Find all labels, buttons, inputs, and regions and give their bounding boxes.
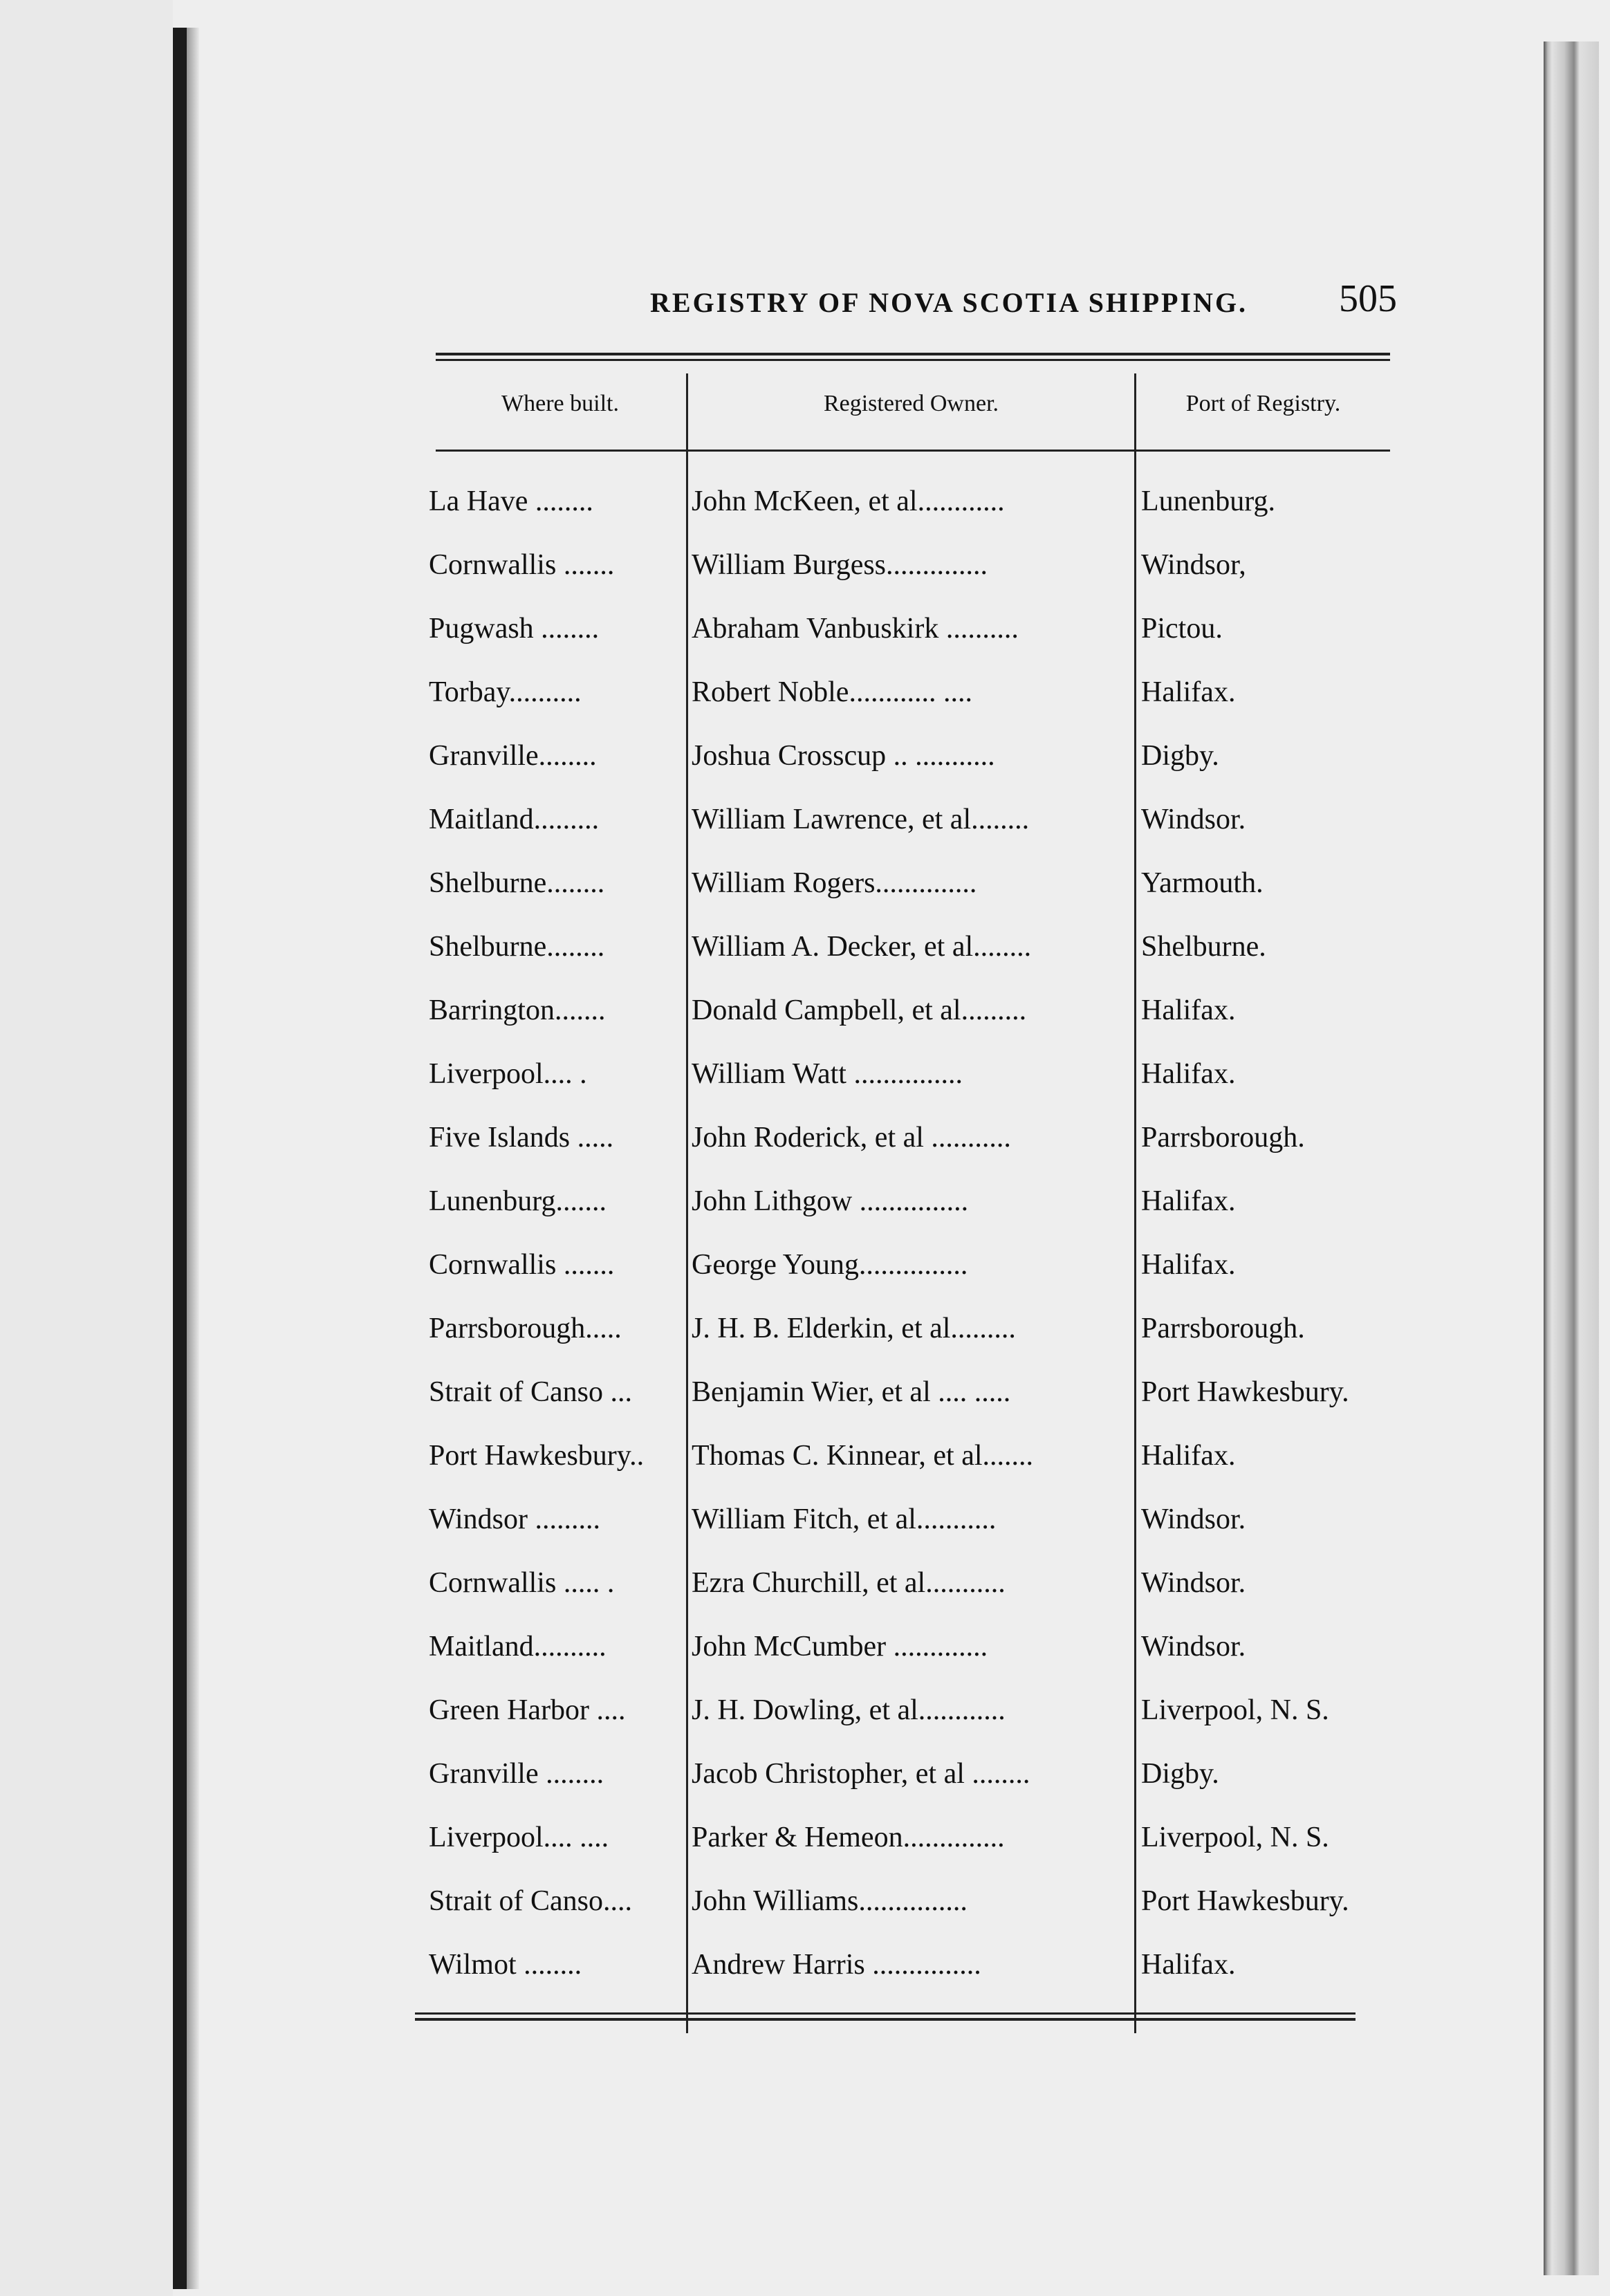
- table-row: [415, 1237, 1390, 1293]
- cell-where-built: Lunenburg.......: [429, 1185, 607, 1217]
- page-number: 505: [1339, 277, 1397, 320]
- cell-registered-owner: J. H. Dowling, et al............: [692, 1694, 1006, 1726]
- cell-where-built: Strait of Canso....: [429, 1885, 632, 1917]
- cell-where-built: Granville ........: [429, 1758, 604, 1790]
- cell-registered-owner: John Roderick, et al ...........: [692, 1122, 1011, 1154]
- table-row: [415, 855, 1390, 911]
- cell-port-of-registry: Halifax.: [1141, 1440, 1236, 1472]
- facing-page-edge: [0, 0, 173, 2296]
- cell-port-of-registry: Parrsborough.: [1141, 1122, 1305, 1154]
- table-top-rule: [436, 353, 1390, 361]
- cell-port-of-registry: Halifax.: [1141, 1949, 1236, 1981]
- cell-where-built: Green Harbor ....: [429, 1694, 626, 1726]
- running-title: REGISTRY OF NOVA SCOTIA SHIPPING.: [650, 287, 1248, 318]
- table-row: [415, 1810, 1390, 1865]
- cell-where-built: Torbay..........: [429, 676, 582, 708]
- cell-registered-owner: William Lawrence, et al........: [692, 804, 1030, 835]
- cell-registered-owner: Robert Noble............ ....: [692, 676, 972, 708]
- cell-port-of-registry: Windsor.: [1141, 1631, 1246, 1663]
- cell-registered-owner: Benjamin Wier, et al .... .....: [692, 1376, 1011, 1408]
- cell-port-of-registry: Halifax.: [1141, 676, 1236, 708]
- cell-where-built: Port Hawkesbury..: [429, 1440, 645, 1472]
- table-row: [415, 1937, 1390, 1992]
- cell-registered-owner: John Lithgow ...............: [692, 1185, 969, 1217]
- cell-registered-owner: William Watt ...............: [692, 1058, 963, 1090]
- cell-registered-owner: Joshua Crosscup .. ...........: [692, 740, 995, 772]
- column-header-where-built: Where built.: [501, 391, 619, 416]
- cell-port-of-registry: Yarmouth.: [1141, 867, 1264, 899]
- table-row: [415, 537, 1390, 593]
- cell-where-built: Liverpool.... .: [429, 1058, 587, 1090]
- cell-port-of-registry: Liverpool, N. S.: [1141, 1694, 1329, 1726]
- gutter-shadow: [187, 28, 199, 2289]
- registry-table: [415, 353, 1390, 2040]
- cell-where-built: Parrsborough.....: [429, 1313, 622, 1344]
- cell-port-of-registry: Parrsborough.: [1141, 1313, 1305, 1344]
- cell-registered-owner: George Young...............: [692, 1249, 968, 1281]
- book-gutter: [173, 28, 187, 2289]
- cell-port-of-registry: Windsor.: [1141, 1503, 1246, 1535]
- cell-registered-owner: Thomas C. Kinnear, et al.......: [692, 1440, 1034, 1472]
- table-row: [415, 665, 1390, 720]
- cell-where-built: Maitland.........: [429, 804, 600, 835]
- cell-where-built: Barrington.......: [429, 994, 606, 1026]
- table-row: [415, 1428, 1390, 1483]
- cell-port-of-registry: Pictou.: [1141, 613, 1223, 645]
- table-row: [415, 1492, 1390, 1547]
- cell-registered-owner: Jacob Christopher, et al ........: [692, 1758, 1030, 1790]
- table-row: [415, 1046, 1390, 1102]
- column-header-registered-owner: Registered Owner.: [823, 391, 999, 416]
- cell-port-of-registry: Digby.: [1141, 740, 1219, 772]
- table-row: [415, 728, 1390, 784]
- table-row: [415, 1174, 1390, 1229]
- cell-where-built: Shelburne........: [429, 931, 605, 963]
- cell-registered-owner: Andrew Harris ...............: [692, 1949, 981, 1981]
- table-row: [415, 474, 1390, 529]
- cell-registered-owner: Abraham Vanbuskirk ..........: [692, 613, 1019, 645]
- cell-registered-owner: William Rogers..............: [692, 867, 977, 899]
- table-row: [415, 1301, 1390, 1356]
- cell-port-of-registry: Liverpool, N. S.: [1141, 1822, 1329, 1853]
- cell-port-of-registry: Windsor.: [1141, 1567, 1246, 1599]
- cell-port-of-registry: Halifax.: [1141, 1058, 1236, 1090]
- cell-port-of-registry: Halifax.: [1141, 994, 1236, 1026]
- cell-registered-owner: John McKeen, et al............: [692, 485, 1005, 517]
- cell-where-built: Strait of Canso ...: [429, 1376, 632, 1408]
- cell-where-built: Liverpool.... ....: [429, 1822, 609, 1853]
- cell-where-built: Shelburne........: [429, 867, 605, 899]
- table-row: [415, 919, 1390, 974]
- column-header-port-of-registry: Port of Registry.: [1185, 391, 1341, 416]
- page-header: [429, 277, 1397, 332]
- cell-registered-owner: J. H. B. Elderkin, et al.........: [692, 1313, 1016, 1344]
- table-row: [415, 1873, 1390, 1929]
- cell-port-of-registry: Windsor.: [1141, 804, 1246, 835]
- cell-port-of-registry: Lunenburg.: [1141, 485, 1276, 517]
- page-edge-stack: [1544, 41, 1599, 2275]
- table-row: [415, 1619, 1390, 1674]
- cell-port-of-registry: Digby.: [1141, 1758, 1219, 1790]
- cell-port-of-registry: Halifax.: [1141, 1185, 1236, 1217]
- cell-registered-owner: William Burgess..............: [692, 549, 988, 581]
- table-bottom-rule: [415, 2012, 1355, 2021]
- table-row: [415, 1364, 1390, 1420]
- cell-port-of-registry: Port Hawkesbury.: [1141, 1376, 1349, 1408]
- cell-registered-owner: Donald Campbell, et al.........: [692, 994, 1027, 1026]
- cell-registered-owner: John McCumber .............: [692, 1631, 988, 1663]
- table-row: [415, 1110, 1390, 1165]
- cell-registered-owner: William A. Decker, et al........: [692, 931, 1032, 963]
- header-rule: [436, 450, 1390, 452]
- cell-where-built: Cornwallis .......: [429, 549, 615, 581]
- cell-registered-owner: John Williams...............: [692, 1885, 968, 1917]
- cell-where-built: Cornwallis ..... .: [429, 1567, 615, 1599]
- cell-port-of-registry: Halifax.: [1141, 1249, 1236, 1281]
- table-row: [415, 1746, 1390, 1802]
- cell-where-built: Five Islands .....: [429, 1122, 614, 1154]
- cell-port-of-registry: Shelburne.: [1141, 931, 1266, 963]
- cell-where-built: La Have ........: [429, 485, 593, 517]
- cell-registered-owner: Parker & Hemeon..............: [692, 1822, 1005, 1853]
- cell-registered-owner: Ezra Churchill, et al...........: [692, 1567, 1006, 1599]
- table-row: [415, 1683, 1390, 1738]
- cell-where-built: Windsor .........: [429, 1503, 600, 1535]
- cell-port-of-registry: Windsor,: [1141, 549, 1246, 581]
- table-row: [415, 1555, 1390, 1611]
- cell-where-built: Granville........: [429, 740, 597, 772]
- table-row: [415, 983, 1390, 1038]
- cell-registered-owner: William Fitch, et al...........: [692, 1503, 997, 1535]
- cell-where-built: Pugwash ........: [429, 613, 600, 645]
- table-row: [415, 792, 1390, 847]
- cell-where-built: Cornwallis .......: [429, 1249, 615, 1281]
- cell-port-of-registry: Port Hawkesbury.: [1141, 1885, 1349, 1917]
- cell-where-built: Maitland..........: [429, 1631, 607, 1663]
- table-row: [415, 601, 1390, 656]
- cell-where-built: Wilmot ........: [429, 1949, 582, 1981]
